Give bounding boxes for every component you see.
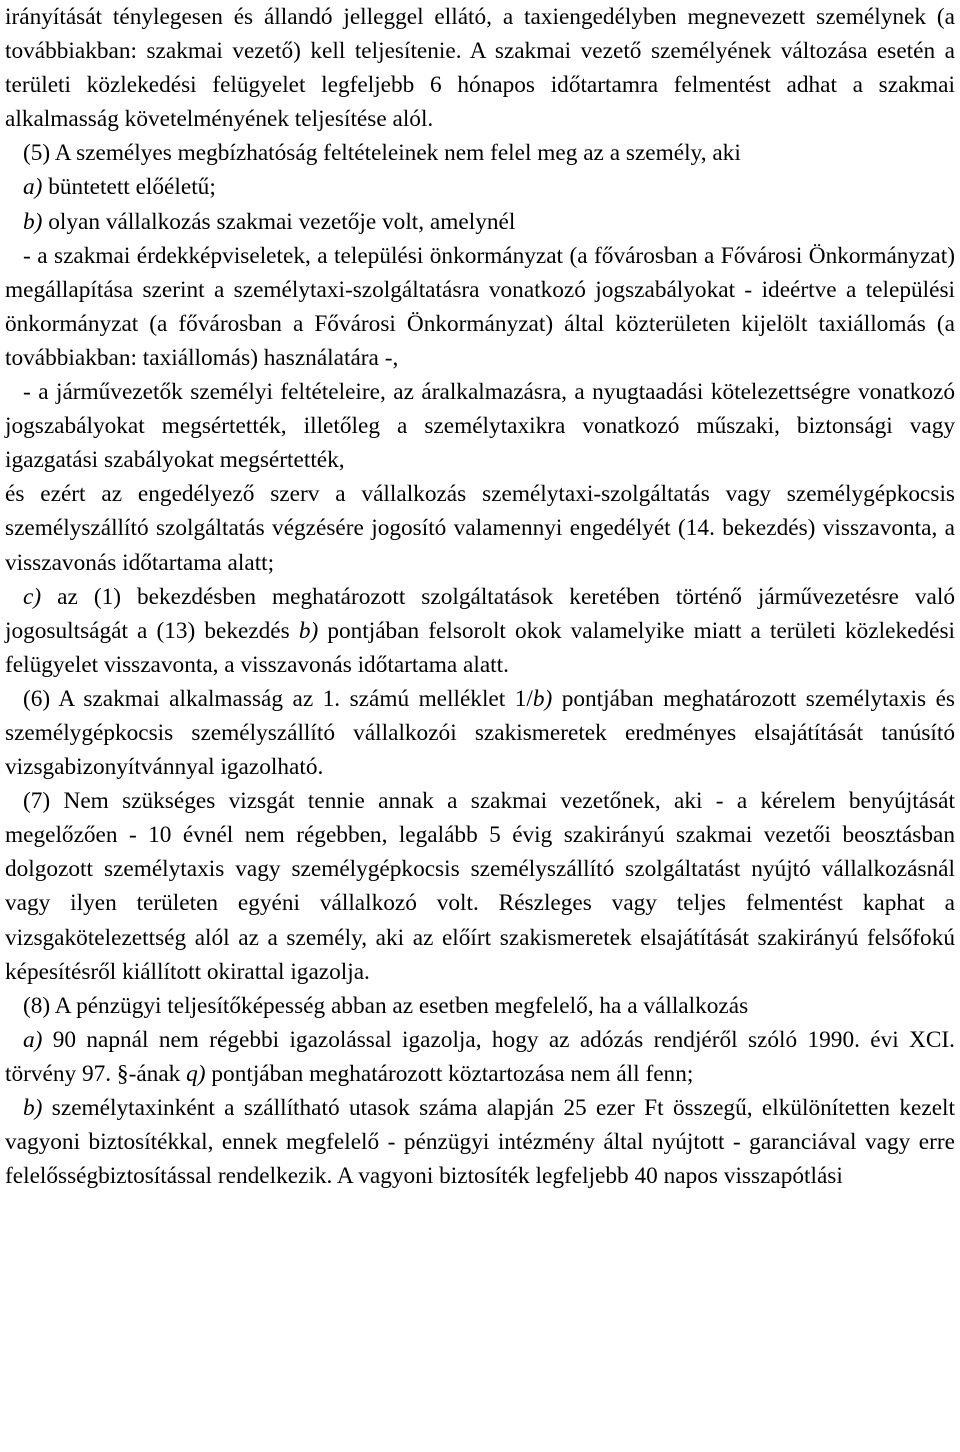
- paragraph-text: pontjában felsorolt okok valamelyike miatt a területi közlekedési felügyelet visszavonta, a visszavonás időtartama alatt.: [5, 617, 955, 678]
- paragraph-8-point-a: [5, 1023, 955, 1091]
- paragraph-text: személytaxinként a szállítható utasok száma alapján 25 ezer Ft összegű, elkülönítetten kezelt vagyoni biztosítékkal, ennek megfelelő - pénzügyi intézmény által nyújtott - garanciával vagy erre felelősségbiztosítással rendelkezik. A vagyoni biztosíték legfeljebb 40 napos visszapótlási: [5, 1095, 955, 1190]
- paragraph-text: pontjában meghatározott személytaxis és személygépkocsis személyszállító vállalkozói szakismeretek eredményes elsajátítását tanúsító vizsgabizonyítvánnyal igazolható.: [5, 685, 956, 781]
- point-marker-a: a): [23, 174, 43, 201]
- paragraph-text: olyan vállalkozás szakmai vezetője volt, amelynél: [42, 208, 516, 235]
- point-marker-b: b): [23, 1095, 43, 1121]
- point-reference-b: b): [532, 685, 553, 712]
- paragraph-text: - a szakmai érdekképviseletek, a települési önkormányzat (a fővárosban a Fővárosi Önkormányzat) megállapítása szerint a személytaxi-szolgáltatásra vonatkozó jogszabályokat - ideértve a települési önkormányzat (a fővárosban a Fővárosi Önkormányzat) által közterületen kijelölt taxiállomás (a továbbiakban: taxiállomás) használatára -,: [5, 242, 955, 371]
- paragraph-text: büntetett előéletű;: [42, 174, 216, 201]
- paragraph-5-point-a: [5, 170, 955, 204]
- paragraph-6: [5, 682, 955, 784]
- paragraph-text: (5) A személyes megbízhatóság feltételeinek nem felel meg az a személy, aki: [23, 140, 741, 167]
- point-marker-c: c): [23, 583, 42, 610]
- paragraph-text: (7) Nem szükséges vizsgát tennie annak a szakmai vezetőnek, aki - a kérelem benyújtását megelőzően - 10 évnél nem régebben, legalább 5 évig szakirányú szakmai vezetői beosztásban dolgozott személytaxis vagy személygépkocsis személyszállító szolgáltatást nyújtó vállalkozásnál vagy ilyen területen egyéni vállalkozó volt. Részleges vagy teljes felmentést kaphat a vizsgakötelezettség alól az a személy, aki az előírt szakismeretek elsajátítását szakirányú felsőfokú képesítésről kiállított okirattal igazolja.: [5, 788, 955, 985]
- paragraph-8-point-b: [5, 1091, 955, 1193]
- point-reference-b: b): [298, 617, 319, 644]
- paragraph-text: (6) A szakmai alkalmasság az 1. számú melléklet 1/: [23, 685, 533, 712]
- paragraph-text: (8) A pénzügyi teljesítőképesség abban az esetben megfelelő, ha a vállalkozás: [23, 992, 749, 1019]
- paragraph-5-point-b: [5, 205, 955, 239]
- paragraph-5-point-c: [5, 580, 955, 682]
- point-reference-q: q): [186, 1060, 206, 1087]
- paragraph-7: [5, 784, 955, 989]
- paragraph-5-point-b-dash-2: [5, 375, 955, 477]
- paragraph-5: [5, 136, 955, 170]
- paragraph-text: irányítását ténylegesen és állandó jelleggel ellátó, a taxiengedélyben megnevezett személynek (a továbbiakban: szakmai vezető) kell teljesítenie. A szakmai vezető személyének változása esetén a területi közlekedési felügyelet legfeljebb 6 hónapos időtartamra felmentést adhat a szakmai alkalmasság követelményének teljesítése alól.: [5, 4, 955, 133]
- point-marker-b: b): [23, 208, 43, 235]
- paragraph-text: - a járművezetők személyi feltételeire, az áralkalmazásra, a nyugtaadási kötelezettségre vonatkozó jogszabályokat megsértették, illetőleg a személytaxikra vonatkozó műszaki, biztonsági vagy igazgatási szabályokat megsértették,: [5, 379, 955, 474]
- paragraph-8: [5, 989, 955, 1023]
- paragraph-intro: [5, 0, 955, 136]
- paragraph-text: és ezért az engedélyező szerv a vállalkozás személytaxi-szolgáltatás vagy személygépkocsis személyszállító szolgáltatás végzésére jogosító valamennyi engedélyét (14. bekezdés) visszavonta, a visszavonás időtartama alatt;: [5, 481, 955, 576]
- document-page: [5, 0, 955, 1193]
- paragraph-5-point-b-dash-1: [5, 239, 955, 375]
- paragraph-text: pontjában meghatározott köztartozása nem áll fenn;: [205, 1060, 694, 1087]
- paragraph-text: 90 napnál nem régebbi igazolással igazolja, hogy az adózás rendjéről szóló 1990. évi XCI. törvény 97. §-ának: [5, 1026, 955, 1087]
- point-marker-a: a): [23, 1026, 43, 1053]
- paragraph-5-point-b-closing: [5, 477, 955, 579]
- paragraph-text: az (1) bekezdésben meghatározott szolgáltatások keretében történő járművezetésre való jogosultságát a (13) bekezdés: [5, 583, 955, 644]
